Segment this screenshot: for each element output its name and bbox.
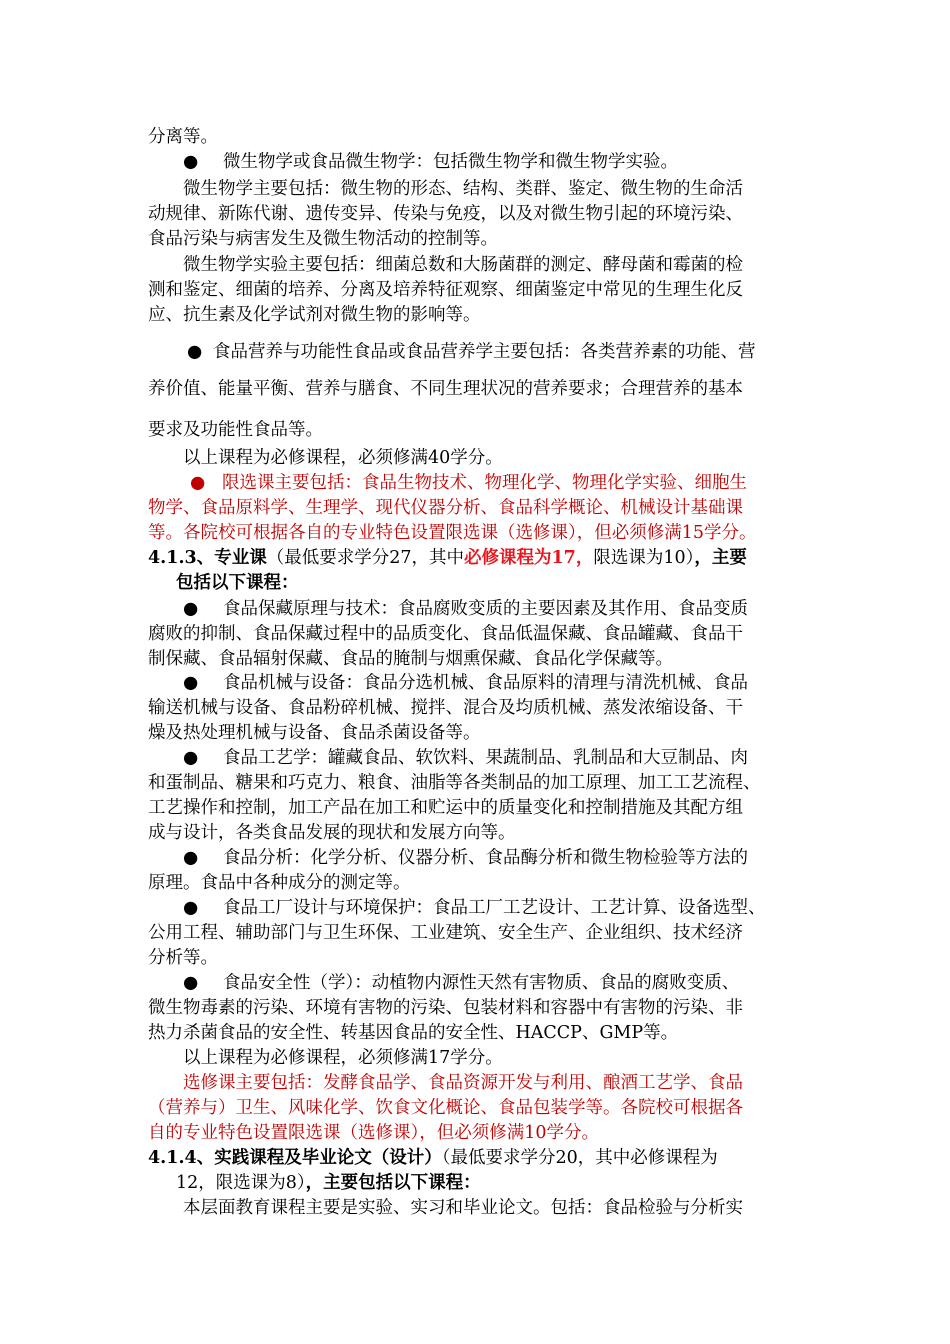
text-line: 等。各院校可根据各自的专业特色设置限选课（选修课），但必须修满15学分。 xyxy=(148,523,757,543)
text-line: 分析等。 xyxy=(148,948,218,968)
text-line: 测和鉴定、细菌的培养、分离及培养特征观察、细菌鉴定中常见的生理生化反 xyxy=(148,280,743,300)
text-line: 输送机械与设备、食品粉碎机械、搅拌、混合及均质机械、蒸发浓缩设备、干 xyxy=(148,698,743,718)
section-heading-4-1-3: 4.1.3、专业课（最低要求学分27，其中必修课程为17，限选课为10），主要 xyxy=(148,548,747,568)
text-line: 应、抗生素及化学试剂对微生物的影响等。 xyxy=(148,305,481,325)
text-line: （营养与）卫生、风味化学、饮食文化概论、食品包装学等。各院校可根据各 xyxy=(148,1098,743,1118)
text-line: 以上课程为必修课程，必须修满40学分。 xyxy=(183,448,503,468)
text-line: 分离等。 xyxy=(148,127,218,147)
text-line: 养价值、能量平衡、营养与膳食、不同生理状况的营养要求；合理营养的基本 xyxy=(148,379,743,399)
bullet-icon: ● xyxy=(183,673,199,693)
bullet-icon: ● xyxy=(183,848,199,868)
bullet-item-factory-design: ● 食品工厂设计与环境保护：食品工厂工艺设计、工艺计算、设备选型、 xyxy=(183,898,766,918)
text-line: 成与设计，各类食品发展的现状和发展方向等。 xyxy=(148,823,516,843)
bullet-item-food-preservation: ● 食品保藏原理与技术：食品腐败变质的主要因素及其作用、食品变质 xyxy=(183,599,748,619)
text-line: 燥及热处理机械与设备、食品杀菌设备等。 xyxy=(148,723,481,743)
text-line: 制保藏、食品辐射保藏、食品的腌制与烟熏保藏、食品化学保藏等。 xyxy=(148,649,673,669)
bullet-item-food-technology: ● 食品工艺学：罐藏食品、软饮料、果蔬制品、乳制品和大豆制品、肉 xyxy=(183,748,748,768)
text-line: 热力杀菌食品的安全性、转基因食品的安全性、HACCP、GMP等。 xyxy=(148,1023,679,1043)
bullet-item-food-safety: ● 食品安全性（学）：动植物内源性天然有害物质、食品的腐败变质、 xyxy=(183,973,740,993)
bullet-icon: ● xyxy=(190,473,206,493)
text-line: 物学、食品原料学、生理学、现代仪器分析、食品科学概论、机械设计基础课 xyxy=(148,498,743,518)
bullet-icon: ● xyxy=(183,973,199,993)
bullet-item-food-analysis: ● 食品分析：化学分析、仪器分析、食品酶分析和微生物检验等方法的 xyxy=(183,848,748,868)
bullet-icon: ● xyxy=(183,152,199,172)
bullet-icon: ● xyxy=(187,342,203,362)
text-line: 以上课程为必修课程，必须修满17学分。 xyxy=(183,1048,503,1068)
text-line: 自的专业特色设置限选课（选修课），但必须修满10学分。 xyxy=(148,1123,600,1143)
text-line: 食品污染与病害发生及微生物活动的控制等。 xyxy=(148,229,498,249)
text-line: 公用工程、辅助部门与卫生环保、工业建筑、安全生产、企业组织、技术经济 xyxy=(148,923,743,943)
text-line: 微生物学实验主要包括：细菌总数和大肠菌群的测定、酵母菌和霉菌的检 xyxy=(183,255,743,275)
text-line: 包括以下课程： xyxy=(176,573,299,593)
bullet-item-microbiology: ● 微生物学或食品微生物学：包括微生物学和微生物学实验。 xyxy=(183,152,678,172)
text-line: 工艺操作和控制，加工产品在加工和贮运中的质量变化和控制措施及其配方组 xyxy=(148,798,743,818)
text-line: 腐败的抑制、食品保藏过程中的品质变化、食品低温保藏、食品罐藏、食品干 xyxy=(148,624,743,644)
text-line: 动规律、新陈代谢、遗传变异、传染与免疫，以及对微生物引起的环境污染、 xyxy=(148,204,743,224)
bullet-icon: ● xyxy=(183,599,199,619)
text-line: 本层面教育课程主要是实验、实习和毕业论文。包括：食品检验与分析实 xyxy=(183,1198,743,1218)
text-line: 原理。食品中各种成分的测定等。 xyxy=(148,873,411,893)
bullet-item-food-machinery: ● 食品机械与设备：食品分选机械、食品原料的清理与清洗机械、食品 xyxy=(183,673,748,693)
text-line: 12，限选课为8），主要包括以下课程： xyxy=(176,1173,481,1193)
bullet-item-nutrition: ● 食品营养与功能性食品或食品营养学主要包括：各类营养素的功能、营 xyxy=(187,342,756,362)
text-line: 要求及功能性食品等。 xyxy=(148,420,323,440)
bullet-icon: ● xyxy=(183,898,199,918)
text-line: 和蛋制品、糖果和巧克力、粮食、油脂等各类制品的加工原理、加工工艺流程、 xyxy=(148,773,761,793)
text-line: 微生物学主要包括：微生物的形态、结构、类群、鉴定、微生物的生命活 xyxy=(183,179,743,199)
text-line-electives: 选修课主要包括：发酵食品学、食品资源开发与利用、酿酒工艺学、食品 xyxy=(183,1073,743,1093)
section-heading-4-1-4: 4.1.4、实践课程及毕业论文（设计）（最低要求学分20，其中必修课程为 xyxy=(148,1148,718,1168)
bullet-icon: ● xyxy=(183,748,199,768)
bullet-item-restricted-electives: ● 限选课主要包括：食品生物技术、物理化学、物理化学实验、细胞生 xyxy=(190,473,747,493)
text-line: 微生物毒素的污染、环境有害物的污染、包装材料和容器中有害物的污染、非 xyxy=(148,998,743,1018)
